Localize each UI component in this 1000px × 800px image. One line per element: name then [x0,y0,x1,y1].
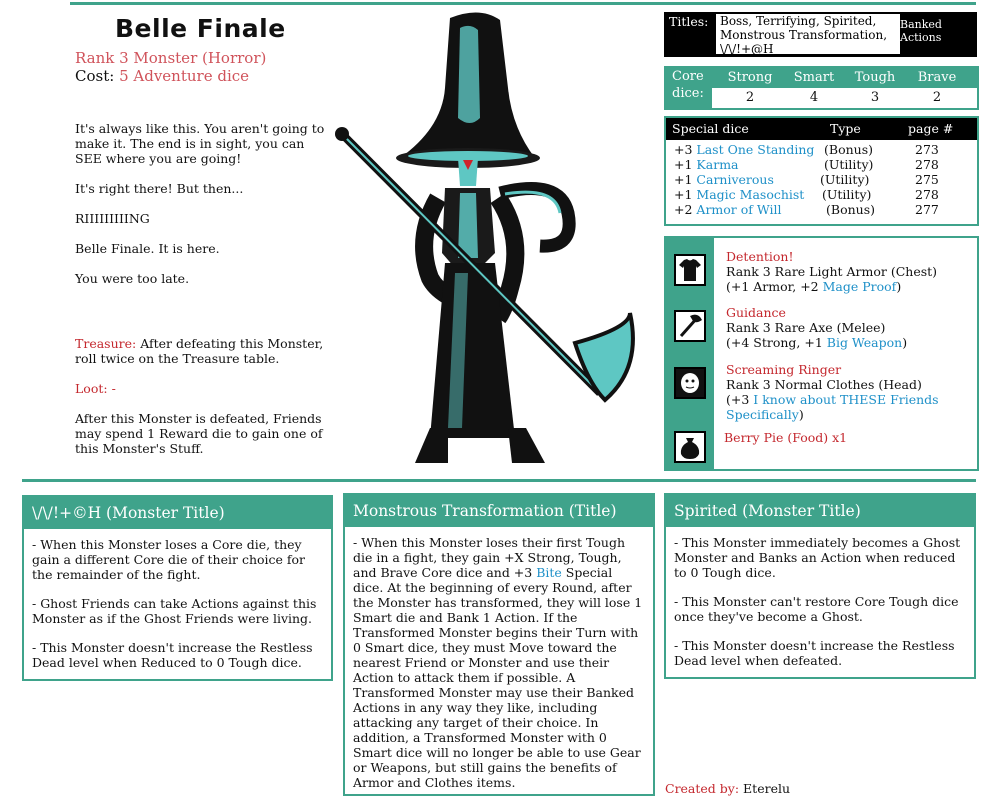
list-item: - This Monster doesn't increase the Restless Dead level when defeated. [674,638,955,668]
lore-para: You were too late. [75,271,190,286]
special-dice-row: +1 Magic Masochist (Utility) 278 [674,187,939,202]
lore-para: It's right there! But then... [75,181,244,196]
special-dice-header [666,118,977,140]
panel-title: Monstrous Transformation (Title) [345,495,653,527]
stuff-box [664,236,979,471]
core-dice-box [664,66,979,110]
loot-value: - [111,381,116,396]
special-dice-row: +3 Last One Standing (Bonus) 273 [674,142,939,157]
panel-monstrous-transformation [343,493,655,796]
cost-label: Cost: [75,67,115,85]
monster-cost [75,67,249,85]
shirt-icon [674,254,706,286]
special-header-page: page # [908,121,954,136]
core-value-smart: 4 [809,90,819,105]
titles-box [664,12,977,57]
panel-monster-title [22,495,333,681]
mid-rule [22,479,976,482]
special-dice-box [664,116,979,226]
loot-label: Loot: [75,381,108,396]
special-header-type: Type [830,121,861,136]
stuff-item-berry-pie: Berry Pie (Food) x1 [724,430,848,445]
special-dice-row: +2 Armor of Will (Bonus) 277 [674,202,939,217]
titles-label: Titles: [669,14,709,29]
special-dice-rows [674,142,974,217]
stuff-link[interactable]: Mage Proof [822,279,897,294]
food-sack-icon [674,431,706,463]
lore-para: It's always like this. You aren't going to make it. The end is in sight, you can SEE where you are going! [75,121,325,166]
stuff-link[interactable]: Big Weapon [826,335,903,350]
right-boot [508,428,545,463]
stuff-item-guidance: Guidance Rank 3 Rare Axe (Melee) (+4 Strong, +1 Big Weapon) [726,305,908,350]
core-header-strong: Strong [727,70,773,85]
core-header-brave: Brave [917,70,957,85]
mask-icon [674,367,706,399]
special-dice-link[interactable]: Last One Standing [696,142,815,157]
monster-rank: Rank 3 Monster (Horror) [75,49,267,67]
list-item: - Ghost Friends can take Actions against this Monster as if the Ghost Friends were living. [32,596,317,626]
left-boot [415,428,448,463]
special-dice-link[interactable]: Magic Masochist [696,187,805,202]
list-item: - When this Monster loses their first Tough die in a fight, they gain +X Strong, Tough, and Brave Core dice and +3 Bite Special dice. At the beginning of every Round, after the Monster has transformed, they will lose 1 Smart die and Bank 1 Action. If the Transformed Monster begins their Turn with 0 Smart dice, they must Move toward the nearest Friend or Monster and use their Action to attack them if possible. A Transformed Monster may use their Banked Actions in any way they like, including attacking any target of their choice. In addition, a Transformed Monster with 0 Smart dice will no longer be able to use Gear or Weapons, but still gains the benefits of Armor and Clothes items. [353,535,643,790]
axe-icon [674,310,706,342]
list-item: - This Monster immediately becomes a Ghost Monster and Banks an Action when reduced to 0 Tough dice. [674,535,961,580]
credit [665,781,790,796]
core-header-tough: Tough [854,70,896,85]
special-dice-link[interactable]: Armor of Will [696,202,782,217]
axe-pommel [335,127,349,141]
stuff-item-screaming-ringer: Screaming Ringer Rank 3 Normal Clothes (Head) (+3 I know about THESE Friends Specifically) [726,362,939,422]
bell-highlight [458,26,480,123]
special-dice-row: +1 Karma (Utility) 278 [674,157,939,172]
credit-name: Eterelu [743,781,791,796]
core-value-strong: 2 [745,90,755,105]
axe-blade [575,313,633,400]
lore-para: RIIIIIIIIING [75,211,150,226]
core-header-smart: Smart [793,70,835,85]
bite-link[interactable]: Bite [536,565,562,580]
monster-illustration [330,8,650,473]
list-item: - When this Monster loses a Core die, they gain a different Core die of their choice for the remainder of the fight. [32,537,306,582]
special-dice-link[interactable]: Karma [696,157,739,172]
lore-para: Belle Finale. It is here. [75,241,220,256]
loot-block [75,381,116,396]
monster-name: Belle Finale [115,14,286,43]
stuff-item-detention: Detention! Rank 3 Rare Light Armor (Chest) (+1 Armor, +2 Mage Proof) [726,249,938,294]
treasure-block [75,336,335,366]
list-item: - This Monster doesn't increase the Restless Dead level when Reduced to 0 Tough dice. [32,640,313,670]
banked-actions: Banked Actions [900,18,942,44]
special-dice-link[interactable]: Carniverous [696,172,774,187]
treasure-text: After defeating this Monster, roll twice on the Treasure table. [75,336,324,366]
core-value-brave: 2 [932,90,942,105]
treasure-label: Treasure: [75,336,137,351]
cost-value: 5 Adventure dice [119,67,250,85]
credit-label: Created by: [665,781,740,796]
defeat-note: After this Monster is defeated, Friends may spend 1 Reward die to gain one of this Monster's Stuff. [75,411,323,456]
titles-value: Boss, Terrifying, Spirited, Monstrous Transformation, \/\/!+@H [716,14,900,54]
special-header-name: Special dice [672,121,749,136]
core-dice-label: Core dice: [666,68,712,108]
lore-text [75,121,330,286]
special-dice-row: +1 Carniverous (Utility) 275 [674,172,939,187]
top-rule [70,2,976,5]
stuff-link[interactable]: I know about THESE Friends Specifically [726,392,939,422]
core-value-tough: 3 [870,90,880,105]
list-item: - This Monster can't restore Core Tough dice once they've become a Ghost. [674,594,959,624]
panel-title: \/\/!+©H (Monster Title) [24,497,331,529]
panel-title: Spirited (Monster Title) [666,495,974,527]
panel-spirited [664,493,976,679]
